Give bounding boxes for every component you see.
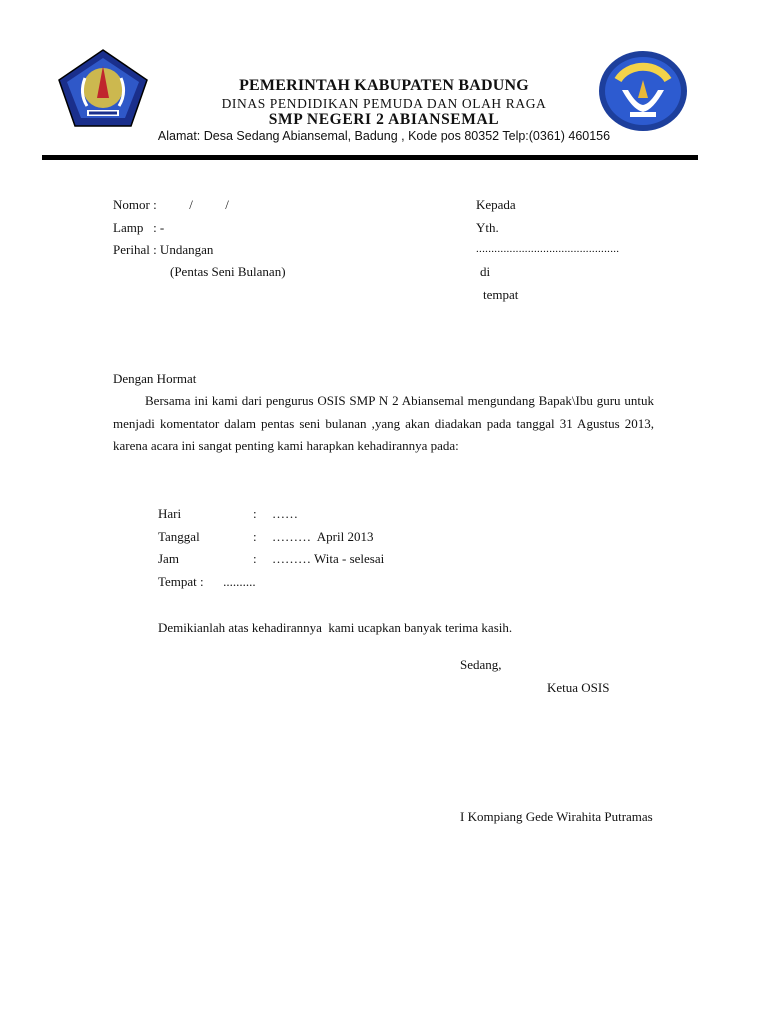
detail-sep-jam: : — [253, 551, 257, 566]
detail-label-hari: Hari — [158, 506, 182, 521]
recipient-tempat: tempat — [483, 287, 519, 302]
salutation: Dengan Hormat — [113, 371, 197, 386]
detail-value-hari: …… — [272, 506, 298, 521]
letterhead-address: Alamat: Desa Sedang Abiansemal, Badung , Kode pos 80352 Telp:(0361) 460156 — [157, 129, 611, 143]
detail-sep-hari: : — [253, 506, 257, 521]
detail-label-tanggal: Tanggal — [158, 529, 200, 544]
detail-sep-tanggal: : — [253, 529, 257, 544]
recipient-yth: Yth. — [476, 220, 499, 235]
signature-role: Ketua OSIS — [547, 680, 610, 695]
invitation-paragraph — [113, 390, 654, 458]
detail-label-jam: Jam — [158, 551, 179, 566]
detail-value-tanggal: ……… April 2013 — [272, 529, 374, 544]
detail-tempat: Tempat : .......... — [158, 574, 256, 589]
recipient-dots: ............................................... — [476, 243, 620, 255]
letterhead-government: PEMERINTAH KABUPATEN BADUNG — [239, 77, 529, 94]
letterhead-divider — [42, 155, 698, 160]
letter-attachment: Lamp : - — [113, 220, 165, 235]
letterhead-department: DINAS PENDIDIKAN PEMUDA DAN OLAH RAGA — [221, 96, 547, 111]
letter-subject: Perihal : Undangan — [113, 242, 214, 257]
signature-place: Sedang, — [460, 657, 502, 672]
recipient-di: di — [480, 264, 491, 279]
letter-number: Nomor : / / — [113, 197, 229, 212]
signature-name: I Kompiang Gede Wirahita Putramas — [460, 809, 653, 824]
letter-subject-detail: (Pentas Seni Bulanan) — [170, 264, 286, 279]
closing-sentence: Demikianlah atas kehadirannya kami ucapkan banyak terima kasih. — [158, 620, 513, 635]
invitation-paragraph-text: Bersama ini kami dari pengurus OSIS SMP N 2 Abiansemal mengundang Bapak\Ibu guru untuk menjadi komentator dalam pentas seni bulanan ,yang akan diadakan pada tanggal 31 Agustus 2013, karena acara ini sangat penting kami harapkan kehadirannya pada: — [113, 393, 654, 453]
recipient-kepada: Kepada — [476, 197, 516, 212]
letterhead-school: SMP NEGERI 2 ABIANSEMAL — [268, 111, 500, 128]
detail-value-jam: ……… Wita - selesai — [272, 551, 385, 566]
